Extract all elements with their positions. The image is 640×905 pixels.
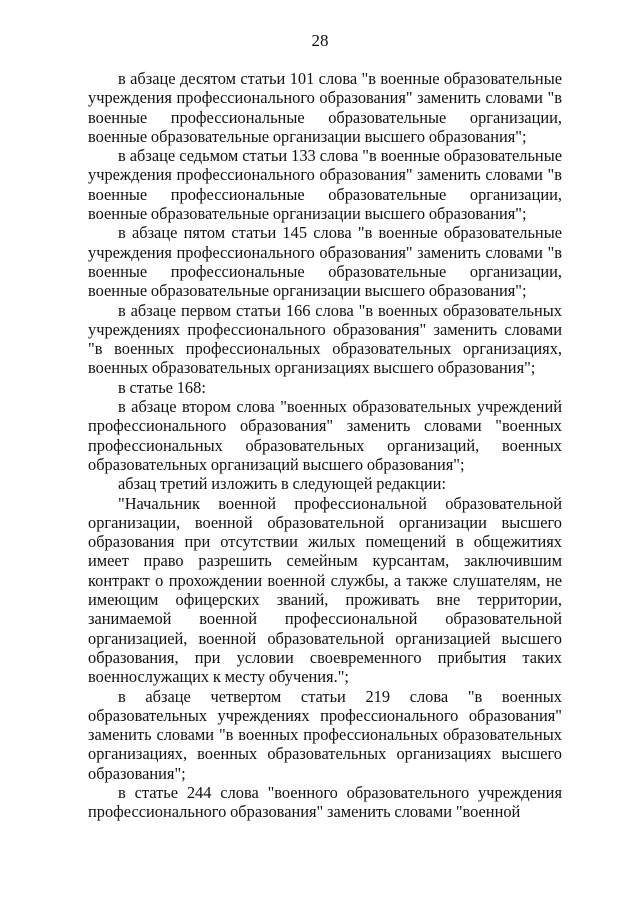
paragraph-article-168-second: в абзаце втором слова "военных образовательных учреждений профессионального образования" заменить словами "военных профессиональных образовательных организаций, военных образовательных организаций высшего образования";	[88, 397, 562, 474]
paragraph-article-168-heading: в статье 168:	[118, 377, 206, 397]
paragraph-article-133: в абзаце седьмом статьи 133 слова "в военные образовательные учреждения профессионального образования" заменить словами "в военные профессиональные образовательные организации, военные образовательные организации высшего образования";	[88, 146, 562, 224]
paragraph-article-145: в абзаце пятом статьи 145 слова "в военные образовательные учреждения профессионального образования" заменить словами "в военные профессиональные образовательные организации, военные образовательные организации высшего образования";	[88, 223, 562, 301]
paragraph-article-168-third-intro: абзац третий изложить в следующей редакции:	[118, 474, 447, 494]
page-number: 28	[311, 31, 329, 50]
paragraph-article-168-third-text: "Начальник военной профессиональной образовательной организации, военной образовательной организации высшего образования при отсутствии жилых помещений в общежитиях имеет право разрешить семейным курсантам, заключившим контракт о прохождении военной службы, а также слушателям, не имеющим офицерских званий, проживать вне территории, занимаемой военной профессиональной образовательной организацией, военной образовательной организацией высшего образования, при условии своевременного прибытия таких военнослужащих к месту обучения.";	[88, 493, 562, 687]
paragraph-article-101: в абзаце десятом статьи 101 слова "в военные образовательные учреждения профессионального образования" заменить словами "в военные профессиональные образовательные организации, военные образовательные организации высшего образования";	[88, 69, 562, 146]
paragraph-article-166: в абзаце первом статьи 166 слова "в военных образовательных учреждениях профессионального образования" заменить словами "в военных профессиональных образовательных организациях, военных образовательных организациях высшего образования";	[88, 300, 562, 378]
paragraph-article-244: в статье 244 слова "военного образовательного учреждения профессионального образования" заменить словами "военной	[88, 782, 562, 822]
document-body	[88, 69, 562, 822]
paragraph-article-219: в абзаце четвертом статьи 219 слова "в военных образовательных учреждениях профессионального образования" заменить словами "в военных профессиональных образовательных организациях, военных образовательных организациях высшего образования";	[88, 686, 562, 783]
